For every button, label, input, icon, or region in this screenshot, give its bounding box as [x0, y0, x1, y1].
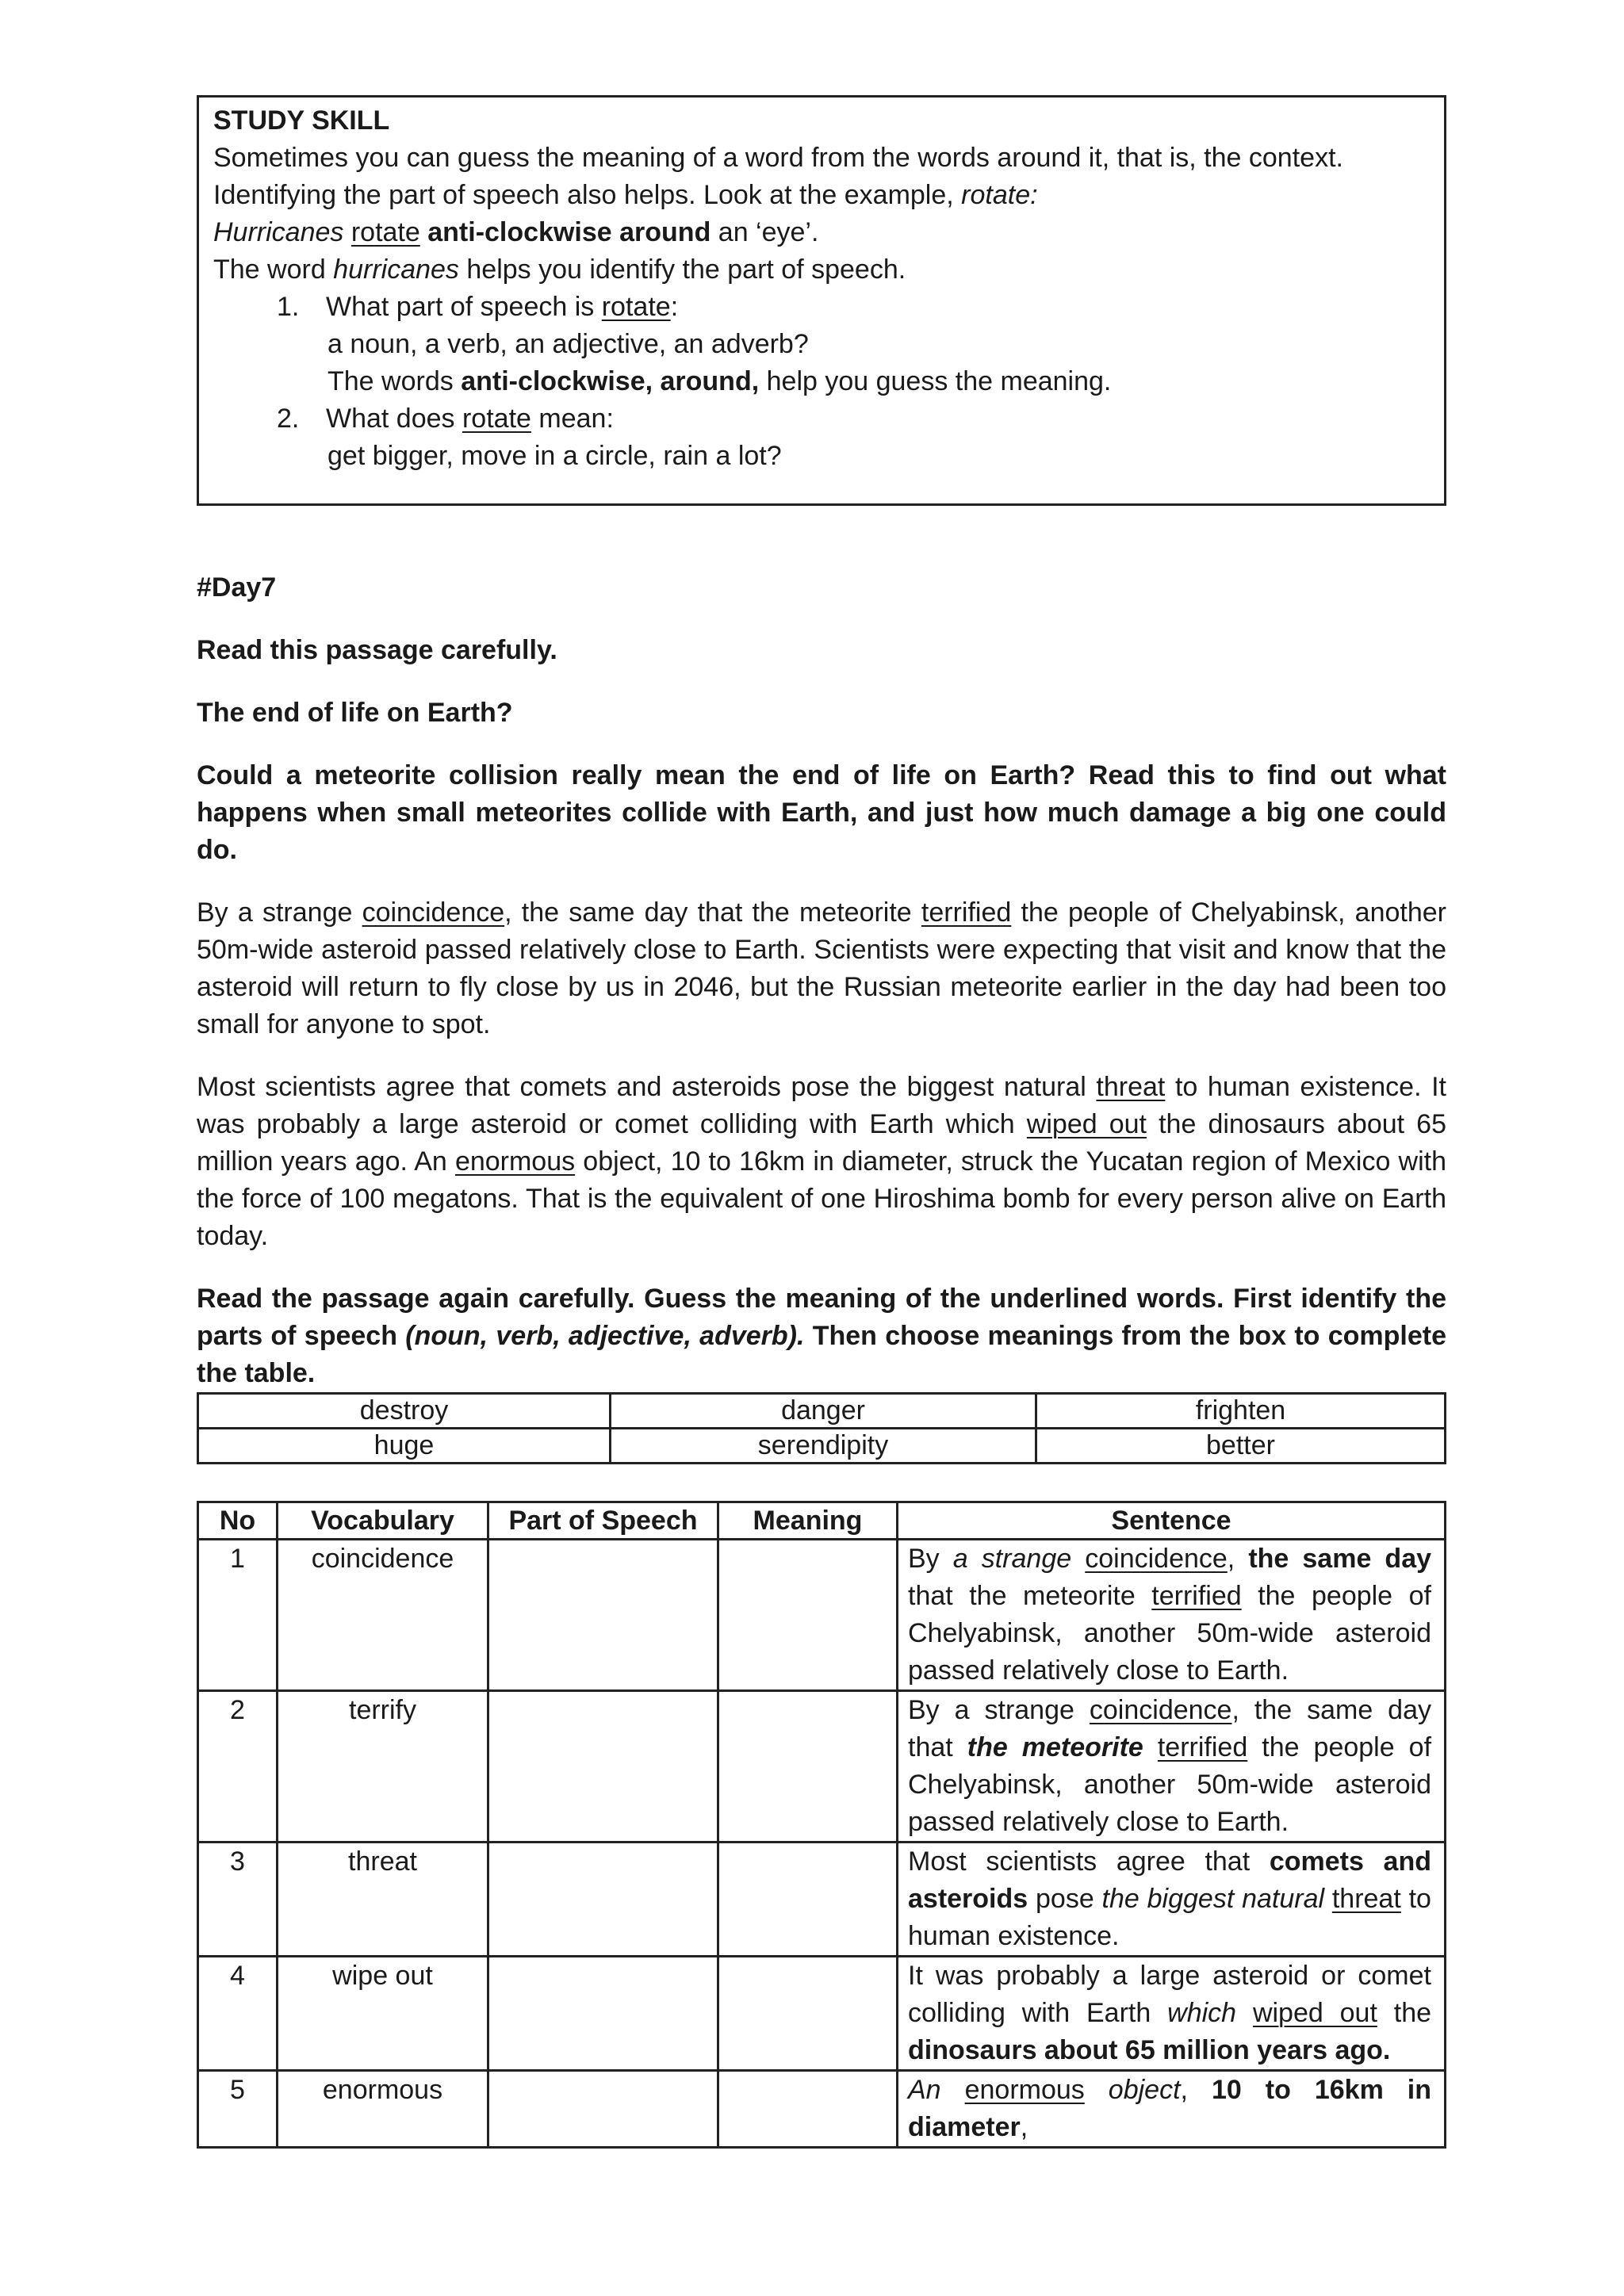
row-vocabulary: coincidence [278, 1540, 488, 1691]
word-box-cell: danger [611, 1394, 1036, 1429]
day-label: #Day7 [197, 572, 277, 603]
row-number: 5 [198, 2071, 278, 2148]
word-box-row [198, 1394, 1446, 1429]
table-row [198, 1691, 1446, 1843]
header-no: No [198, 1502, 278, 1540]
study-skill-question-2: 2. What does rotate mean: [277, 404, 614, 434]
row-vocabulary: wipe out [278, 1957, 488, 2071]
row-sentence: An enormous object, 10 to 16km in diameter, [898, 2071, 1446, 2148]
study-skill-q1-hint: The words anti-clockwise, around, help you guess the meaning. [327, 366, 1112, 396]
meaning-answer-cell[interactable] [718, 1957, 898, 2071]
part-of-speech-answer-cell[interactable] [488, 1843, 718, 1957]
row-vocabulary: enormous [278, 2071, 488, 2148]
vocabulary-table [197, 1501, 1446, 2149]
header-vocabulary: Vocabulary [278, 1502, 488, 1540]
row-sentence: Most scientists agree that comets and asteroids pose the biggest natural threat to human existence. [898, 1843, 1446, 1957]
passage-paragraph-2: Most scientists agree that comets and asteroids pose the biggest natural threat to human existence. It was probably a large asteroid or comet colliding with Earth which wiped out the dinosaurs about 65 million years ago. An enormous object, 10 to 16km in diameter, struck the Yucatan region of Mexico with the force of 100 megatons. That is the equivalent of one Hiroshima bomb for every person alive on Earth today. [197, 1072, 1446, 1251]
word-box-row [198, 1429, 1446, 1464]
study-skill-question-1: 1. What part of speech is rotate: [277, 292, 679, 322]
table-row [198, 1957, 1446, 2071]
row-sentence: It was probably a large asteroid or comet colliding with Earth which wiped out the dinosaurs about 65 million years ago. [898, 1957, 1446, 2071]
meaning-answer-cell[interactable] [718, 1843, 898, 1957]
word-box-cell: serendipity [611, 1429, 1036, 1464]
row-sentence: By a strange coincidence, the same day that the meteorite terrified the people of Chelyabinsk, another 50m-wide asteroid passed relatively close to Earth. [898, 1691, 1446, 1843]
meaning-answer-cell[interactable] [718, 1691, 898, 1843]
passage-paragraph-1: By a strange coincidence, the same day that the meteorite terrified the people of Chelyabinsk, another 50m-wide asteroid passed relatively close to Earth. Scientists were expecting that visit and know that the asteroid will return to fly close by us in 2046, but the Russian meteorite earlier in the day had been too small for anyone to spot. [197, 897, 1446, 1039]
study-skill-title: STUDY SKILL [213, 105, 390, 136]
table-row [198, 1843, 1446, 1957]
row-vocabulary: terrify [278, 1691, 488, 1843]
table-row [198, 1540, 1446, 1691]
study-skill-q1-options: a noun, a verb, an adjective, an adverb? [327, 329, 809, 359]
passage-intro: Could a meteorite collision really mean the end of life on Earth? Read this to find out what happens when small meteorites collide with Earth, and just how much damage a big one could do. [197, 760, 1446, 865]
worksheet-page [197, 95, 1446, 2149]
table-header-row [198, 1502, 1446, 1540]
row-number: 1 [198, 1540, 278, 1691]
word-box-cell: better [1036, 1429, 1446, 1464]
meaning-answer-cell[interactable] [718, 2071, 898, 2148]
instruction-complete-table: Read the passage again carefully. Guess the meaning of the underlined words. First identify the parts of speech (noun, verb, adjective, adverb). Then choose meanings from the box to complete the table. [197, 1284, 1446, 1388]
row-number: 3 [198, 1843, 278, 1957]
study-skill-example: Hurricanes rotate anti-clockwise around an ‘eye’. [213, 217, 819, 247]
word-box-cell: frighten [1036, 1394, 1446, 1429]
row-number: 4 [198, 1957, 278, 2071]
row-vocabulary: threat [278, 1843, 488, 1957]
header-part-of-speech: Part of Speech [488, 1502, 718, 1540]
row-number: 2 [198, 1691, 278, 1843]
study-skill-q2-options: get bigger, move in a circle, rain a lot? [327, 441, 782, 471]
row-sentence: By a strange coincidence, the same day that the meteorite terrified the people of Chelyabinsk, another 50m-wide asteroid passed relatively close to Earth. [898, 1540, 1446, 1691]
word-box-cell: destroy [198, 1394, 611, 1429]
table-row [198, 2071, 1446, 2148]
part-of-speech-answer-cell[interactable] [488, 1957, 718, 2071]
passage-title: The end of life on Earth? [197, 698, 513, 728]
header-sentence: Sentence [898, 1502, 1446, 1540]
part-of-speech-answer-cell[interactable] [488, 1540, 718, 1691]
word-box [197, 1392, 1446, 1464]
study-skill-line-2: Identifying the part of speech also helps. Look at the example, rotate: [213, 180, 1038, 210]
word-box-cell: huge [198, 1429, 611, 1464]
study-skill-line-1: Sometimes you can guess the meaning of a word from the words around it, that is, the context. [213, 143, 1343, 173]
study-skill-line-4: The word hurricanes helps you identify the part of speech. [213, 254, 906, 285]
part-of-speech-answer-cell[interactable] [488, 1691, 718, 1843]
header-meaning: Meaning [718, 1502, 898, 1540]
study-skill-box [197, 95, 1446, 506]
instruction-read-passage: Read this passage carefully. [197, 635, 557, 665]
meaning-answer-cell[interactable] [718, 1540, 898, 1691]
part-of-speech-answer-cell[interactable] [488, 2071, 718, 2148]
